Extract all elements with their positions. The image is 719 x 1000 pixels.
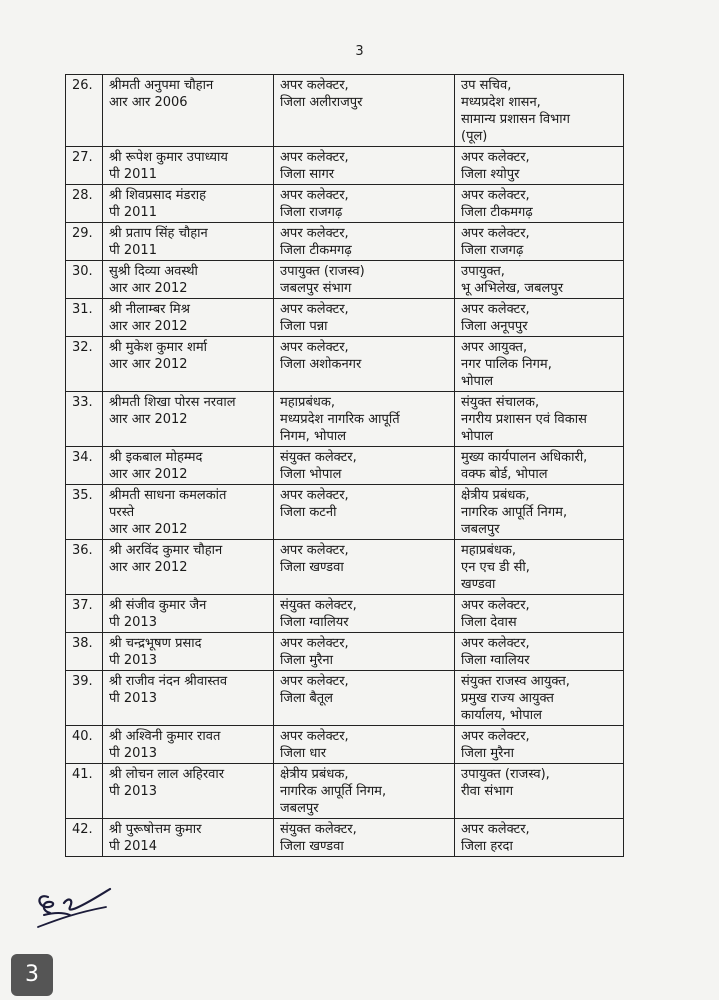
cell-line: जिला अशोकनगर [280, 357, 362, 372]
cell-line: मध्यप्रदेश शासन, [461, 95, 541, 110]
current-posting-cell [274, 595, 455, 633]
cell-line: अपर कलेक्टर, [461, 188, 530, 203]
cell-line: अपर कलेक्टर, [280, 488, 349, 503]
serial-number-cell: 34. [66, 447, 103, 485]
cell-line: अपर कलेक्टर, [461, 729, 530, 744]
new-posting-cell [455, 819, 624, 857]
cell-line: जिला बैतूल [280, 691, 333, 706]
serial-number-cell: 40. [66, 726, 103, 764]
cell-line: श्री मुकेश कुमार शर्मा [109, 340, 207, 355]
cell-line: श्री संजीव कुमार जैन [109, 598, 207, 613]
cell-line: जिला ग्वालियर [461, 653, 530, 668]
cell-line: जिला ग्वालियर [280, 615, 349, 630]
new-posting-cell [455, 223, 624, 261]
cell-line: अपर कलेक्टर, [461, 636, 530, 651]
cell-line: अपर कलेक्टर, [461, 598, 530, 613]
serial-number-cell: 39. [66, 671, 103, 726]
officer-name-cell [103, 819, 274, 857]
serial-number-cell: 38. [66, 633, 103, 671]
cell-line: जिला पन्ना [280, 319, 328, 334]
cell-line: श्रीमती शिखा पोरस नरवाल [109, 395, 236, 410]
cell-line: श्री शिवप्रसाद मंडराह [109, 188, 207, 203]
cell-line: अपर कलेक्टर, [280, 636, 349, 651]
cell-line: जिला हरदा [461, 839, 513, 854]
table-row [66, 485, 624, 540]
serial-number-cell: 33. [66, 392, 103, 447]
current-posting-cell [274, 764, 455, 819]
cell-line: जिला खण्डवा [280, 560, 344, 575]
new-posting-cell [455, 633, 624, 671]
current-posting-cell [274, 392, 455, 447]
cell-line: अपर कलेक्टर, [280, 543, 349, 558]
cell-line: जबलपुर [280, 801, 319, 816]
cell-line: जिला मुरैना [280, 653, 333, 668]
officer-name-cell [103, 447, 274, 485]
table-row [66, 75, 624, 147]
current-posting-cell [274, 633, 455, 671]
cell-line: अपर कलेक्टर, [461, 226, 530, 241]
new-posting-cell [455, 671, 624, 726]
cell-line: अपर कलेक्टर, [461, 150, 530, 165]
new-posting-cell [455, 261, 624, 299]
officer-name-cell [103, 726, 274, 764]
cell-line: आर आर 2012 [109, 281, 188, 296]
cell-line: संयुक्त कलेक्टर, [280, 822, 357, 837]
cell-line: जबलपुर संभाग [280, 281, 352, 296]
new-posting-cell [455, 485, 624, 540]
cell-line: भू अभिलेख, जबलपुर [461, 281, 564, 296]
cell-line: जिला टीकमगढ़ [280, 243, 352, 258]
new-posting-cell [455, 185, 624, 223]
cell-line: कार्यालय, भोपाल [461, 708, 542, 723]
current-posting-cell [274, 299, 455, 337]
cell-line: निगम, भोपाल [280, 429, 347, 444]
cell-line: उपायुक्त (राजस्व) [280, 264, 365, 279]
new-posting-cell [455, 540, 624, 595]
cell-line: श्रीमती अनुपमा चौहान [109, 78, 214, 93]
cell-line: परस्ते [109, 505, 135, 520]
serial-number-cell: 36. [66, 540, 103, 595]
officer-name-cell [103, 633, 274, 671]
serial-number-cell: 28. [66, 185, 103, 223]
officer-name-cell [103, 299, 274, 337]
cell-line: अपर आयुक्त, [461, 340, 528, 355]
cell-line: अपर कलेक्टर, [280, 674, 349, 689]
officer-name-cell [103, 261, 274, 299]
table-row [66, 392, 624, 447]
officer-name-cell [103, 75, 274, 147]
current-posting-cell [274, 337, 455, 392]
cell-line: महाप्रबंधक, [280, 395, 335, 410]
cell-line: जिला देवास [461, 615, 517, 630]
cell-line: आर आर 2012 [109, 467, 188, 482]
cell-line: जिला कटनी [280, 505, 337, 520]
cell-line: नागरिक आपूर्ति निगम, [461, 505, 568, 520]
cell-line: श्रीमती साधना कमलकांत [109, 488, 227, 503]
cell-line: भोपाल [461, 374, 494, 389]
cell-line: जबलपुर [461, 522, 500, 537]
cell-line: श्री रूपेश कुमार उपाध्याय [109, 150, 228, 165]
current-posting-cell [274, 261, 455, 299]
cell-line: आर आर 2006 [109, 95, 188, 110]
cell-line: पी 2013 [109, 615, 157, 630]
table-row [66, 540, 624, 595]
cell-line: जिला खण्डवा [280, 839, 344, 854]
cell-line: भोपाल [461, 429, 494, 444]
officer-name-cell [103, 764, 274, 819]
cell-line: क्षेत्रीय प्रबंधक, [461, 488, 530, 503]
transfer-order-table [65, 74, 624, 857]
cell-line: प्रमुख राज्य आयुक्त [461, 691, 554, 706]
new-posting-cell [455, 147, 624, 185]
table-row [66, 299, 624, 337]
cell-line: नगर पालिक निगम, [461, 357, 552, 372]
viewer-page-badge[interactable]: 3 [11, 954, 53, 996]
serial-number-cell: 27. [66, 147, 103, 185]
serial-number-cell: 29. [66, 223, 103, 261]
officer-name-cell [103, 595, 274, 633]
officer-name-cell [103, 337, 274, 392]
current-posting-cell [274, 485, 455, 540]
cell-line: अपर कलेक्टर, [280, 150, 349, 165]
cell-line: जिला सागर [280, 167, 335, 182]
cell-line: उपायुक्त (राजस्व), [461, 767, 550, 782]
cell-line: श्री लोचन लाल अहिरवार [109, 767, 225, 782]
cell-line: वक्फ बोर्ड, भोपाल [461, 467, 548, 482]
cell-line: नगरीय प्रशासन एवं विकास [461, 412, 587, 427]
cell-line: क्षेत्रीय प्रबंधक, [280, 767, 349, 782]
cell-line: महाप्रबंधक, [461, 543, 516, 558]
cell-line: जिला अनूपपुर [461, 319, 528, 334]
serial-number-cell: 31. [66, 299, 103, 337]
cell-line: आर आर 2012 [109, 412, 188, 427]
table-row [66, 337, 624, 392]
cell-line: श्री इकबाल मोहम्मद [109, 450, 203, 465]
cell-line: अपर कलेक्टर, [461, 302, 530, 317]
table-row [66, 447, 624, 485]
officer-name-cell [103, 540, 274, 595]
current-posting-cell [274, 223, 455, 261]
cell-line: पी 2011 [109, 167, 157, 182]
current-posting-cell [274, 447, 455, 485]
cell-line: जिला अलीराजपुर [280, 95, 363, 110]
table-row [66, 595, 624, 633]
new-posting-cell [455, 764, 624, 819]
cell-line: पी 2013 [109, 691, 157, 706]
new-posting-cell [455, 726, 624, 764]
cell-line: जिला टीकमगढ़ [461, 205, 533, 220]
cell-line: आर आर 2012 [109, 560, 188, 575]
table-row [66, 223, 624, 261]
cell-line: खण्डवा [461, 577, 496, 592]
cell-line: अपर कलेक्टर, [280, 188, 349, 203]
cell-line: जिला भोपाल [280, 467, 342, 482]
current-posting-cell [274, 819, 455, 857]
cell-line: सामान्य प्रशासन विभाग [461, 112, 570, 127]
cell-line: अपर कलेक्टर, [280, 340, 349, 355]
cell-line: अपर कलेक्टर, [280, 226, 349, 241]
serial-number-cell: 41. [66, 764, 103, 819]
current-posting-cell [274, 75, 455, 147]
serial-number-cell: 35. [66, 485, 103, 540]
cell-line: अपर कलेक्टर, [280, 729, 349, 744]
cell-line: मध्यप्रदेश नागरिक आपूर्ति [280, 412, 400, 427]
cell-line: पी 2011 [109, 243, 157, 258]
officer-name-cell [103, 185, 274, 223]
officer-name-cell [103, 485, 274, 540]
current-posting-cell [274, 185, 455, 223]
table-row [66, 671, 624, 726]
cell-line: अपर कलेक्टर, [280, 78, 349, 93]
table-row [66, 819, 624, 857]
new-posting-cell [455, 337, 624, 392]
cell-line: जिला श्योपुर [461, 167, 520, 182]
current-posting-cell [274, 671, 455, 726]
cell-line: संयुक्त कलेक्टर, [280, 598, 357, 613]
serial-number-cell: 42. [66, 819, 103, 857]
cell-line: श्री चन्द्रभूषण प्रसाद [109, 636, 202, 651]
table-row [66, 261, 624, 299]
cell-line: श्री राजीव नंदन श्रीवास्तव [109, 674, 228, 689]
cell-line: जिला राजगढ़ [461, 243, 524, 258]
cell-line: पी 2011 [109, 205, 157, 220]
cell-line: श्री प्रताप सिंह चौहान [109, 226, 208, 241]
cell-line: श्री अश्विनी कुमार रावत [109, 729, 221, 744]
table-row [66, 185, 624, 223]
serial-number-cell: 26. [66, 75, 103, 147]
new-posting-cell [455, 447, 624, 485]
new-posting-cell [455, 75, 624, 147]
table-row [66, 726, 624, 764]
cell-line: संयुक्त राजस्व आयुक्त, [461, 674, 570, 689]
new-posting-cell [455, 299, 624, 337]
cell-line: अपर कलेक्टर, [280, 302, 349, 317]
table-row [66, 764, 624, 819]
cell-line: जिला राजगढ़ [280, 205, 343, 220]
cell-line: अपर कलेक्टर, [461, 822, 530, 837]
new-posting-cell [455, 595, 624, 633]
new-posting-cell [455, 392, 624, 447]
cell-line: आर आर 2012 [109, 357, 188, 372]
cell-line: पी 2014 [109, 839, 157, 854]
signature [34, 885, 114, 930]
cell-line: श्री पुरूषोत्तम कुमार [109, 822, 202, 837]
cell-line: जिला धार [280, 746, 327, 761]
current-posting-cell [274, 726, 455, 764]
cell-line: श्री अरविंद कुमार चौहान [109, 543, 223, 558]
cell-line: उपायुक्त, [461, 264, 505, 279]
cell-line: (पूल) [461, 129, 488, 144]
current-posting-cell [274, 540, 455, 595]
cell-line: सुश्री दिव्या अवस्थी [109, 264, 198, 279]
cell-line: संयुक्त संचालक, [461, 395, 540, 410]
cell-line: एन एच डी सी, [461, 560, 530, 575]
serial-number-cell: 32. [66, 337, 103, 392]
page-number: 3 [355, 44, 364, 59]
serial-number-cell: 30. [66, 261, 103, 299]
cell-line: मुख्य कार्यपालन अधिकारी, [461, 450, 588, 465]
cell-line: पी 2013 [109, 784, 157, 799]
cell-line: रीवा संभाग [461, 784, 514, 799]
serial-number-cell: 37. [66, 595, 103, 633]
cell-line: संयुक्त कलेक्टर, [280, 450, 357, 465]
officer-name-cell [103, 223, 274, 261]
cell-line: श्री नीलाम्बर मिश्र [109, 302, 190, 317]
current-posting-cell [274, 147, 455, 185]
table-row [66, 147, 624, 185]
cell-line: पी 2013 [109, 746, 157, 761]
officer-name-cell [103, 671, 274, 726]
officer-name-cell [103, 147, 274, 185]
cell-line: नागरिक आपूर्ति निगम, [280, 784, 387, 799]
cell-line: उप सचिव, [461, 78, 512, 93]
cell-line: आर आर 2012 [109, 319, 188, 334]
officer-name-cell [103, 392, 274, 447]
table-row [66, 633, 624, 671]
cell-line: आर आर 2012 [109, 522, 188, 537]
cell-line: जिला मुरैना [461, 746, 514, 761]
cell-line: पी 2013 [109, 653, 157, 668]
